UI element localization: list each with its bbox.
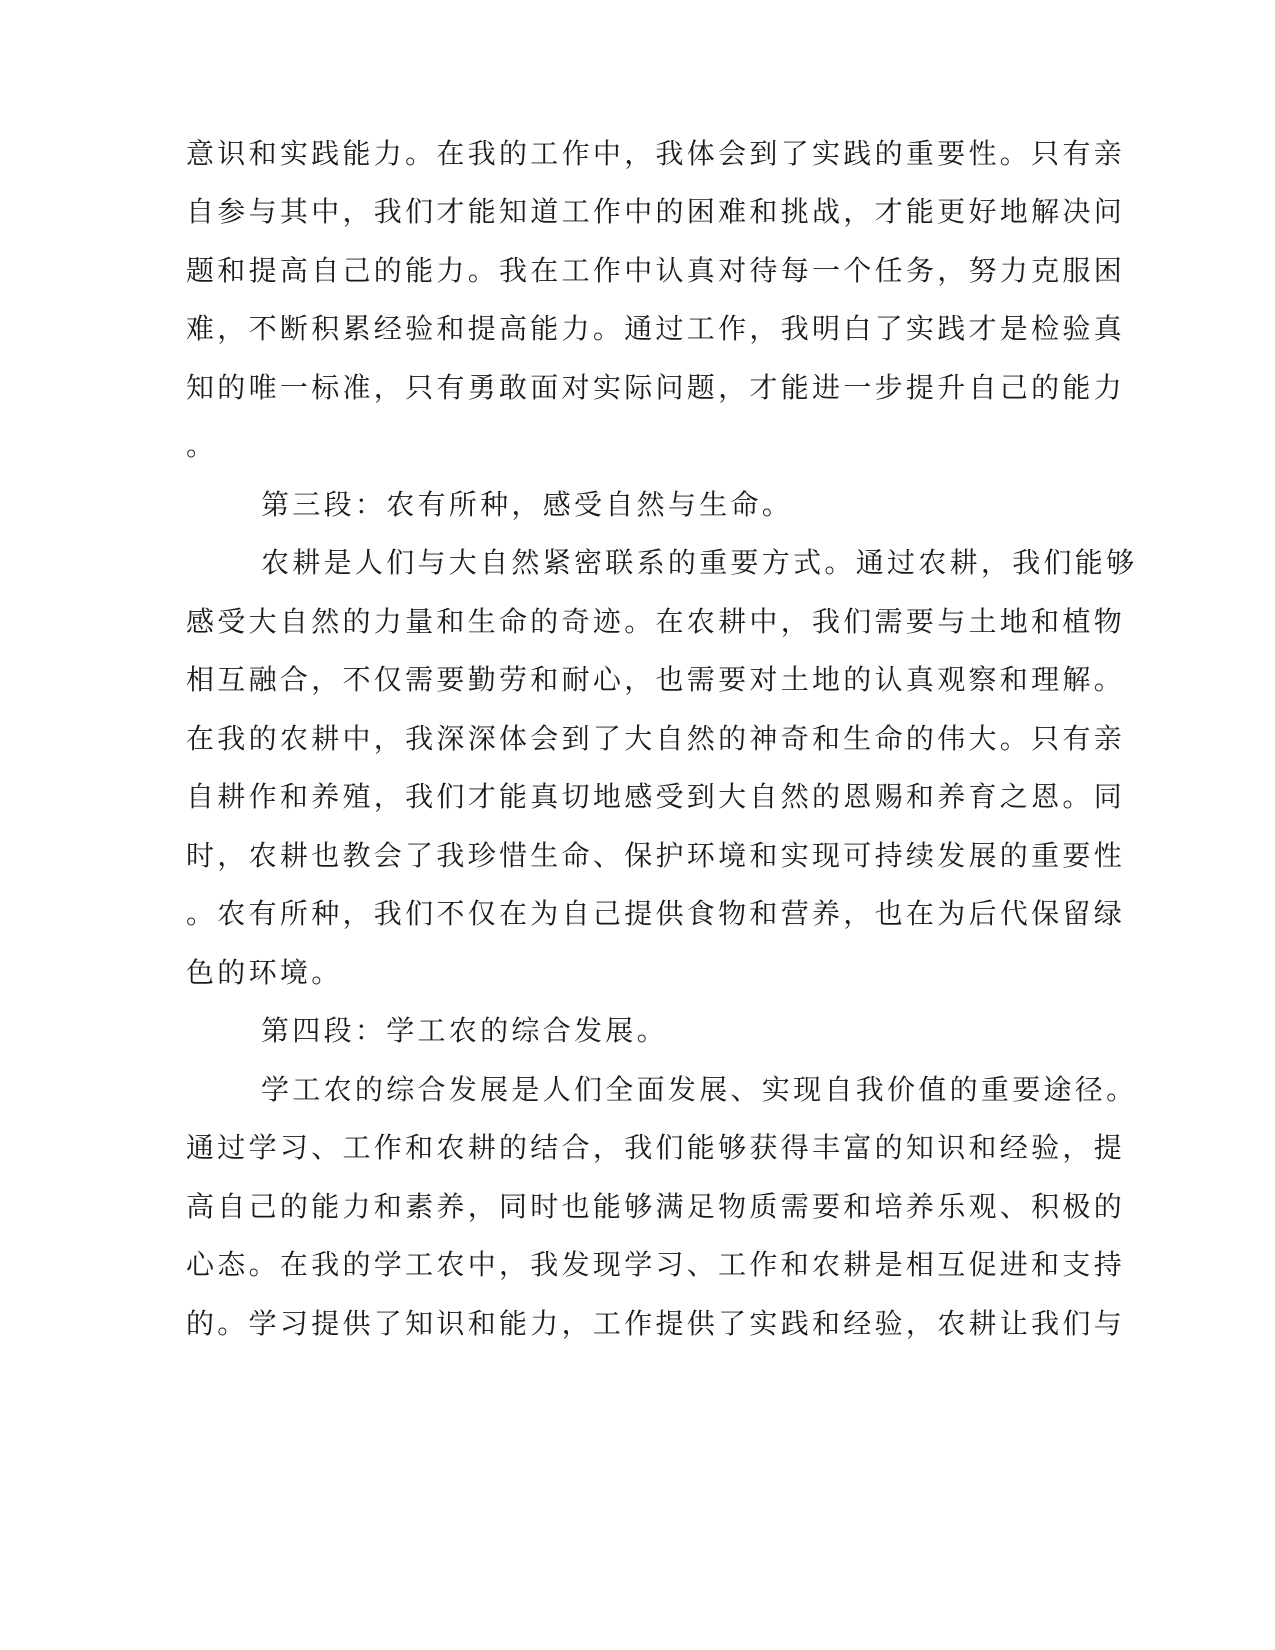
text-line: 知的唯一标准，只有勇敢面对实际问题，才能进一步提升自己的能力 [186,371,1126,404]
text-line: 意识和实践能力。在我的工作中，我体会到了实践的重要性。只有亲 [186,137,1126,170]
text-line: 题和提高自己的能力。我在工作中认真对待每一个任务，努力克服困 [186,254,1126,287]
text-line: 。农有所种，我们不仅在为自己提供食物和营养，也在为后代保留绿 [186,897,1126,930]
text-line: 自参与其中，我们才能知道工作中的困难和挑战，才能更好地解决问 [186,195,1126,228]
text-line: 自耕作和养殖，我们才能真切地感受到大自然的恩赐和养育之恩。同 [186,780,1126,813]
text-line: 农耕是人们与大自然紧密联系的重要方式。通过农耕，我们能够 [261,546,1138,579]
text-line: 心态。在我的学工农中，我发现学习、工作和农耕是相互促进和支持 [186,1248,1126,1281]
section-heading: 第四段：学工农的综合发展。 [261,1014,668,1047]
section-heading: 第三段：农有所种，感受自然与生命。 [261,488,794,521]
text-line: 。 [186,429,218,462]
text-line: 相互融合，不仅需要勤劳和耐心，也需要对土地的认真观察和理解。 [186,663,1126,696]
text-line: 通过学习、工作和农耕的结合，我们能够获得丰富的知识和经验，提 [186,1131,1126,1164]
text-line: 在我的农耕中，我深深体会到了大自然的神奇和生命的伟大。只有亲 [186,722,1126,755]
text-line: 时，农耕也教会了我珍惜生命、保护环境和实现可持续发展的重要性 [186,839,1126,872]
text-line: 学工农的综合发展是人们全面发展、实现自我价值的重要途径。 [261,1073,1138,1106]
text-line: 高自己的能力和素养，同时也能够满足物质需要和培养乐观、积极的 [186,1190,1126,1223]
text-line: 的。学习提供了知识和能力，工作提供了实践和经验，农耕让我们与 [186,1307,1126,1340]
text-line: 色的环境。 [186,956,343,989]
text-line: 感受大自然的力量和生命的奇迹。在农耕中，我们需要与土地和植物 [186,605,1126,638]
text-line: 难，不断积累经验和提高能力。通过工作，我明白了实践才是检验真 [186,312,1126,345]
